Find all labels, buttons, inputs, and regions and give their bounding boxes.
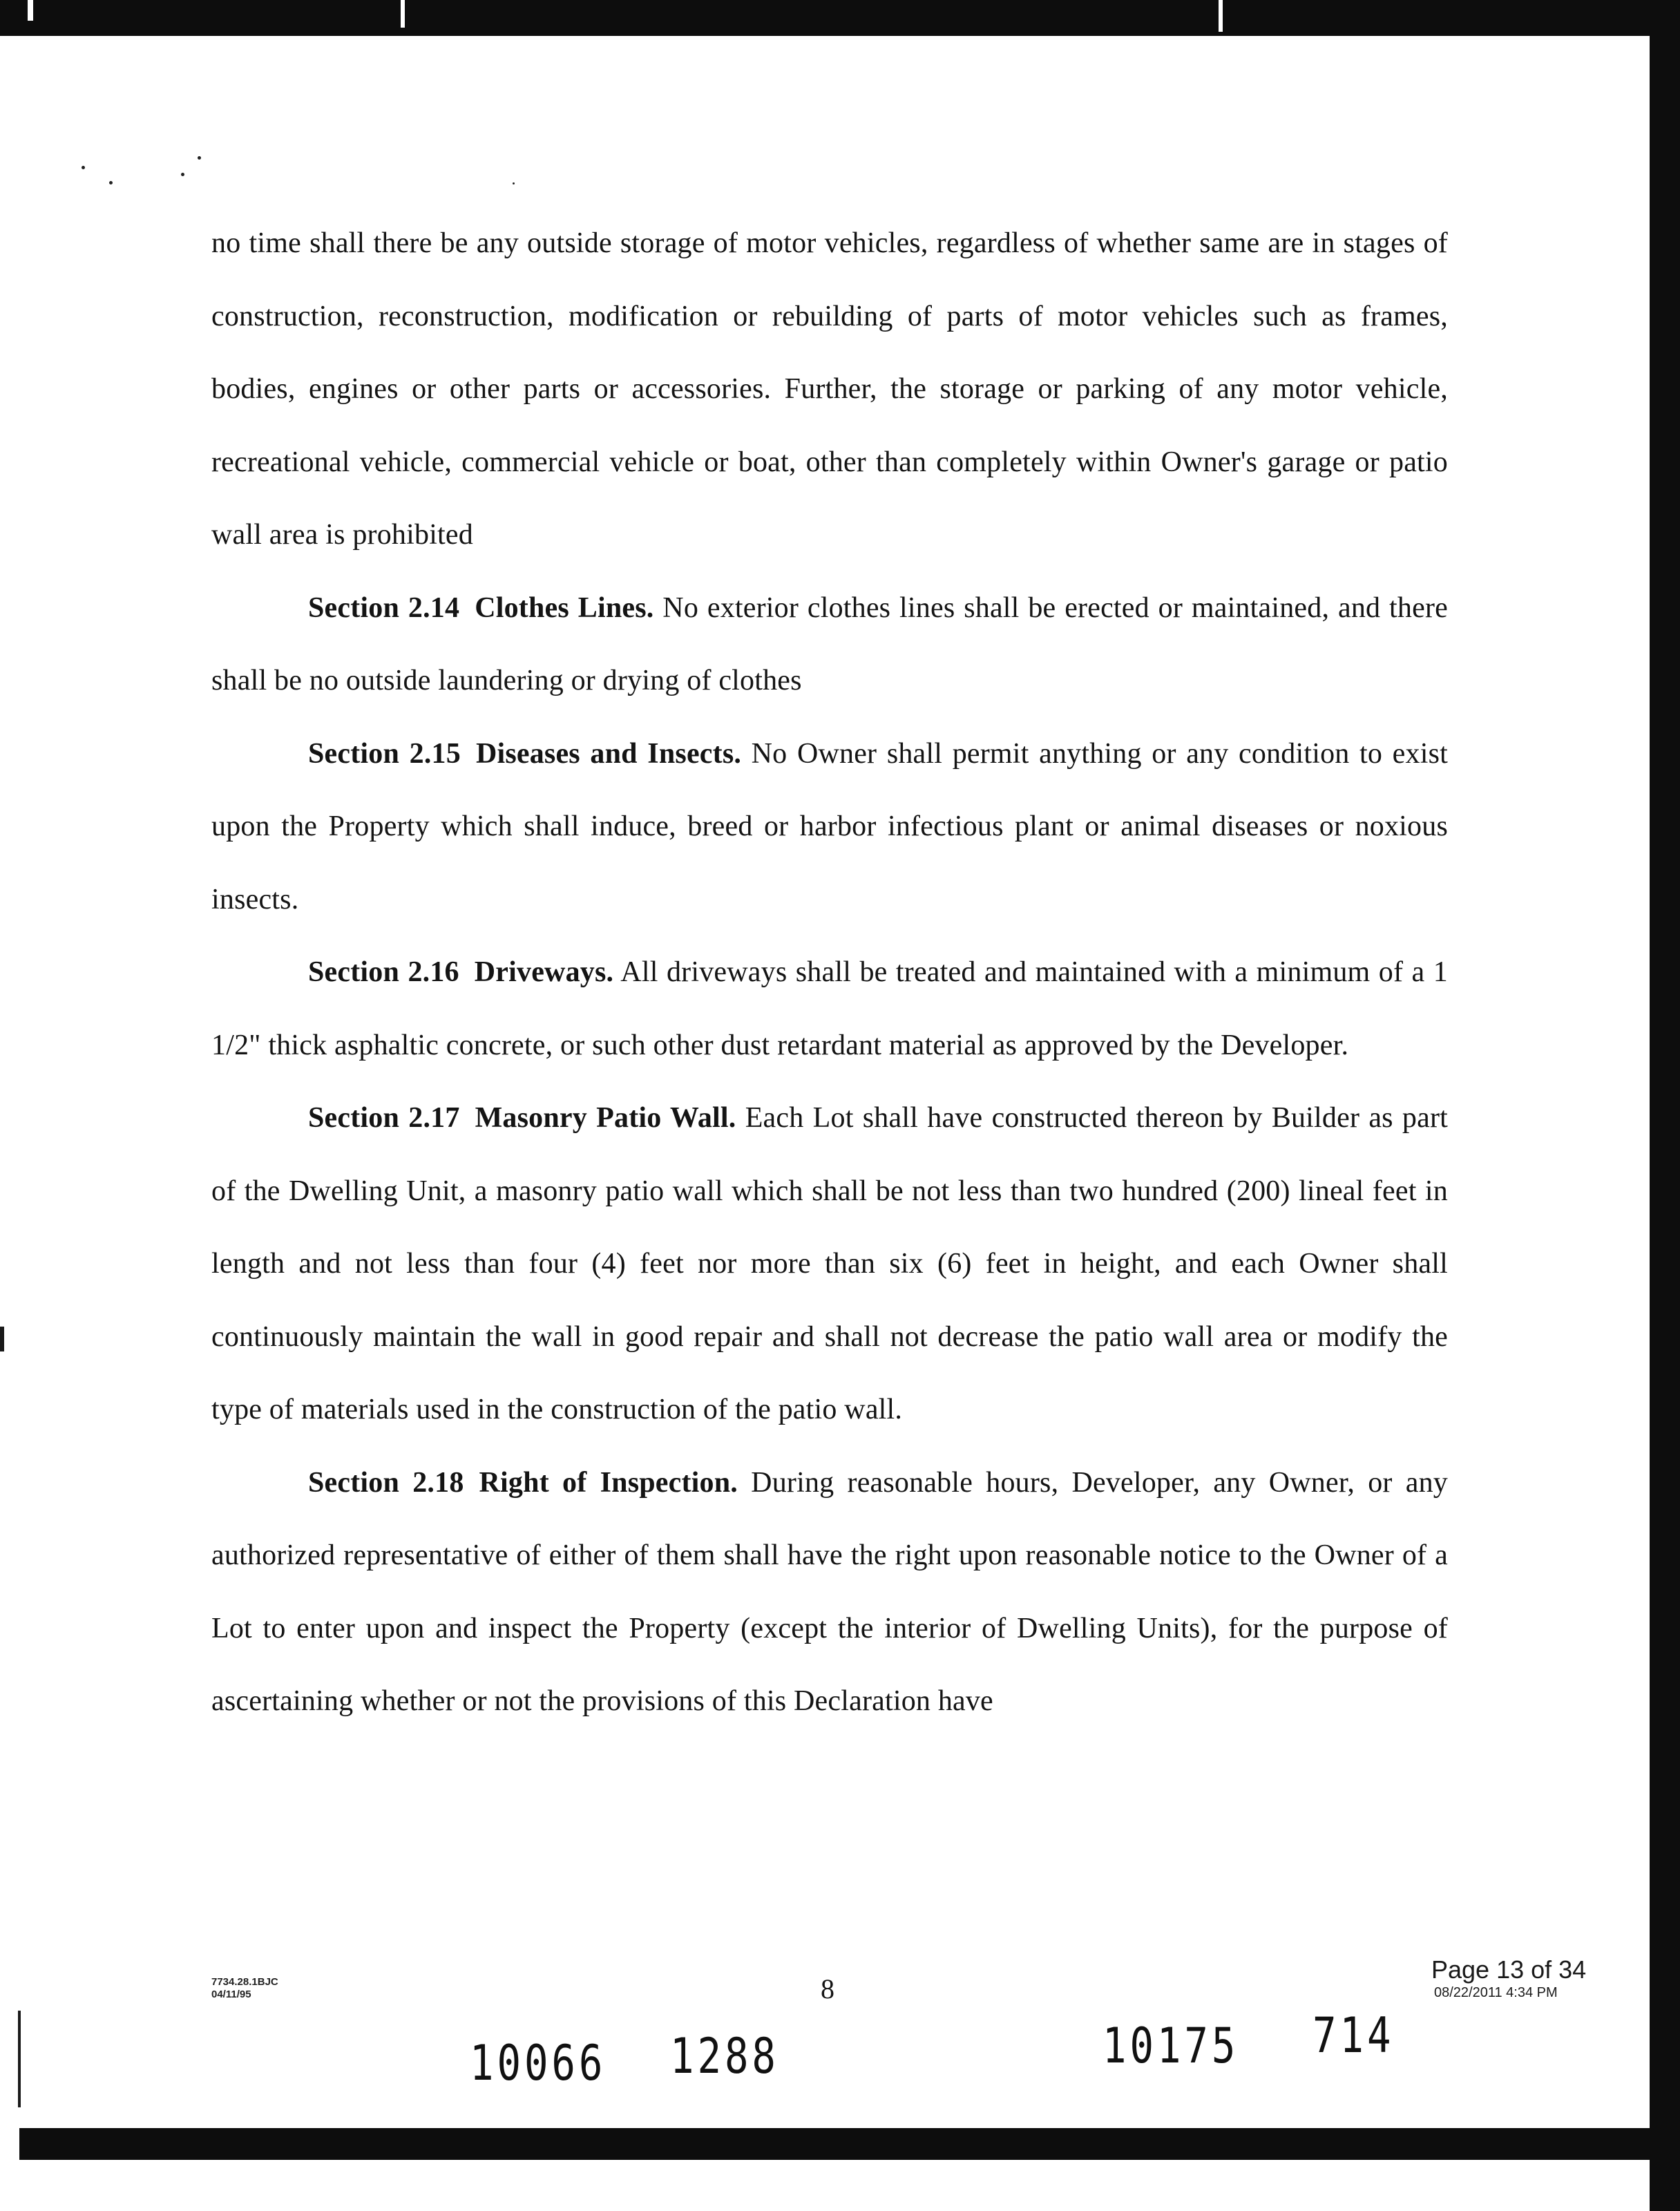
document-code bbox=[211, 1976, 278, 2001]
section-text: No Owner shall permit anything or any condition to exist upon the Property which shall induce, breed or harbor infectious plant or animal diseases or noxious insects. bbox=[211, 737, 1449, 915]
section-title: Masonry Patio Wall. bbox=[475, 1102, 736, 1134]
scan-dot bbox=[181, 173, 184, 176]
recording-book-number: 10066 bbox=[470, 2035, 607, 2091]
section-number: Section 2.17 bbox=[308, 1102, 460, 1134]
recording-page-number: 714 bbox=[1312, 2007, 1395, 2064]
print-timestamp: 08/22/2011 4:34 PM bbox=[1434, 1985, 1558, 2000]
section-text: Each Lot shall have constructed thereon by Builder as part of the Dwelling Unit, a masonry patio wall which shall be not less than two hundred (200) lineal feet in length and not less than four (4) feet nor more than six (6) feet in height, and each Owner shall continuously maintain the wall in good repair and shall not decrease the patio wall area or modify the type of materials used in the construction of the patio wall. bbox=[211, 1102, 1449, 1425]
scan-border-notch bbox=[28, 0, 33, 21]
section-title: Diseases and Insects. bbox=[475, 737, 742, 770]
section-2-18 bbox=[211, 1447, 1448, 1738]
document-code-date: 04/11/95 bbox=[211, 1989, 251, 2000]
section-text: All driveways shall be treated and maintained with a minimum of a 1 1/2" thick asphaltic concrete, or such other dust retardant material as approved by the Developer. bbox=[211, 956, 1448, 1061]
section-2-17 bbox=[211, 1082, 1448, 1447]
recording-page-number: 1288 bbox=[670, 2028, 779, 2085]
scan-border-notch bbox=[401, 0, 405, 28]
document-body bbox=[211, 207, 1448, 1738]
recording-book-number: 10175 bbox=[1102, 2018, 1239, 2074]
scan-speck bbox=[0, 1327, 4, 1351]
page-number: 8 bbox=[821, 1973, 834, 2004]
scan-speck bbox=[18, 2011, 21, 2107]
scan-border-right bbox=[1650, 0, 1680, 2211]
section-2-14 bbox=[211, 572, 1448, 718]
section-2-16 bbox=[211, 936, 1448, 1082]
section-number: Section 2.18 bbox=[308, 1466, 464, 1499]
section-number: Section 2.16 bbox=[308, 956, 459, 988]
page-of-label: Page 13 of 34 bbox=[1431, 1955, 1587, 1984]
scan-dot bbox=[198, 156, 201, 160]
page-stamp bbox=[1431, 1955, 1586, 2001]
scan-border-top bbox=[0, 0, 1680, 36]
section-number: Section 2.14 bbox=[308, 591, 460, 624]
section-2-15 bbox=[211, 718, 1448, 937]
section-title: Driveways. bbox=[474, 956, 614, 988]
scan-dot bbox=[513, 182, 515, 184]
scan-dot bbox=[109, 181, 113, 184]
section-title: Right of Inspection. bbox=[479, 1466, 738, 1499]
document-code-number: 7734.28.1BJC bbox=[211, 1976, 278, 1988]
section-title: Clothes Lines. bbox=[475, 591, 654, 624]
section-text: No exterior clothes lines shall be erected or maintained, and there shall be no outside laundering or drying of clothes bbox=[211, 591, 1448, 696]
scan-dot bbox=[82, 166, 85, 169]
scan-border-bottom bbox=[19, 2128, 1650, 2160]
section-text: During reasonable hours, Developer, any Owner, or any authorized representative of either of them shall have the right upon reasonable notice to the Owner of a Lot to enter upon and inspect the Property (except the interior of Dwelling Units), for the purpose of ascertaining whether or not the provisions of this Declaration have bbox=[211, 1466, 1449, 1717]
scan-border-notch bbox=[1219, 0, 1223, 32]
section-number: Section 2.15 bbox=[308, 737, 461, 770]
continuation-paragraph: no time shall there be any outside storage of motor vehicles, regardless of whether same are in stages of construction, reconstruction, modification or rebuilding of parts of motor vehicles such as frames, bodies, engines or other parts or accessories. Further, the storage or parking of any motor vehicle, recreational vehicle, commercial vehicle or boat, other than completely within Owner's garage or patio wall area is prohibited bbox=[211, 227, 1448, 551]
